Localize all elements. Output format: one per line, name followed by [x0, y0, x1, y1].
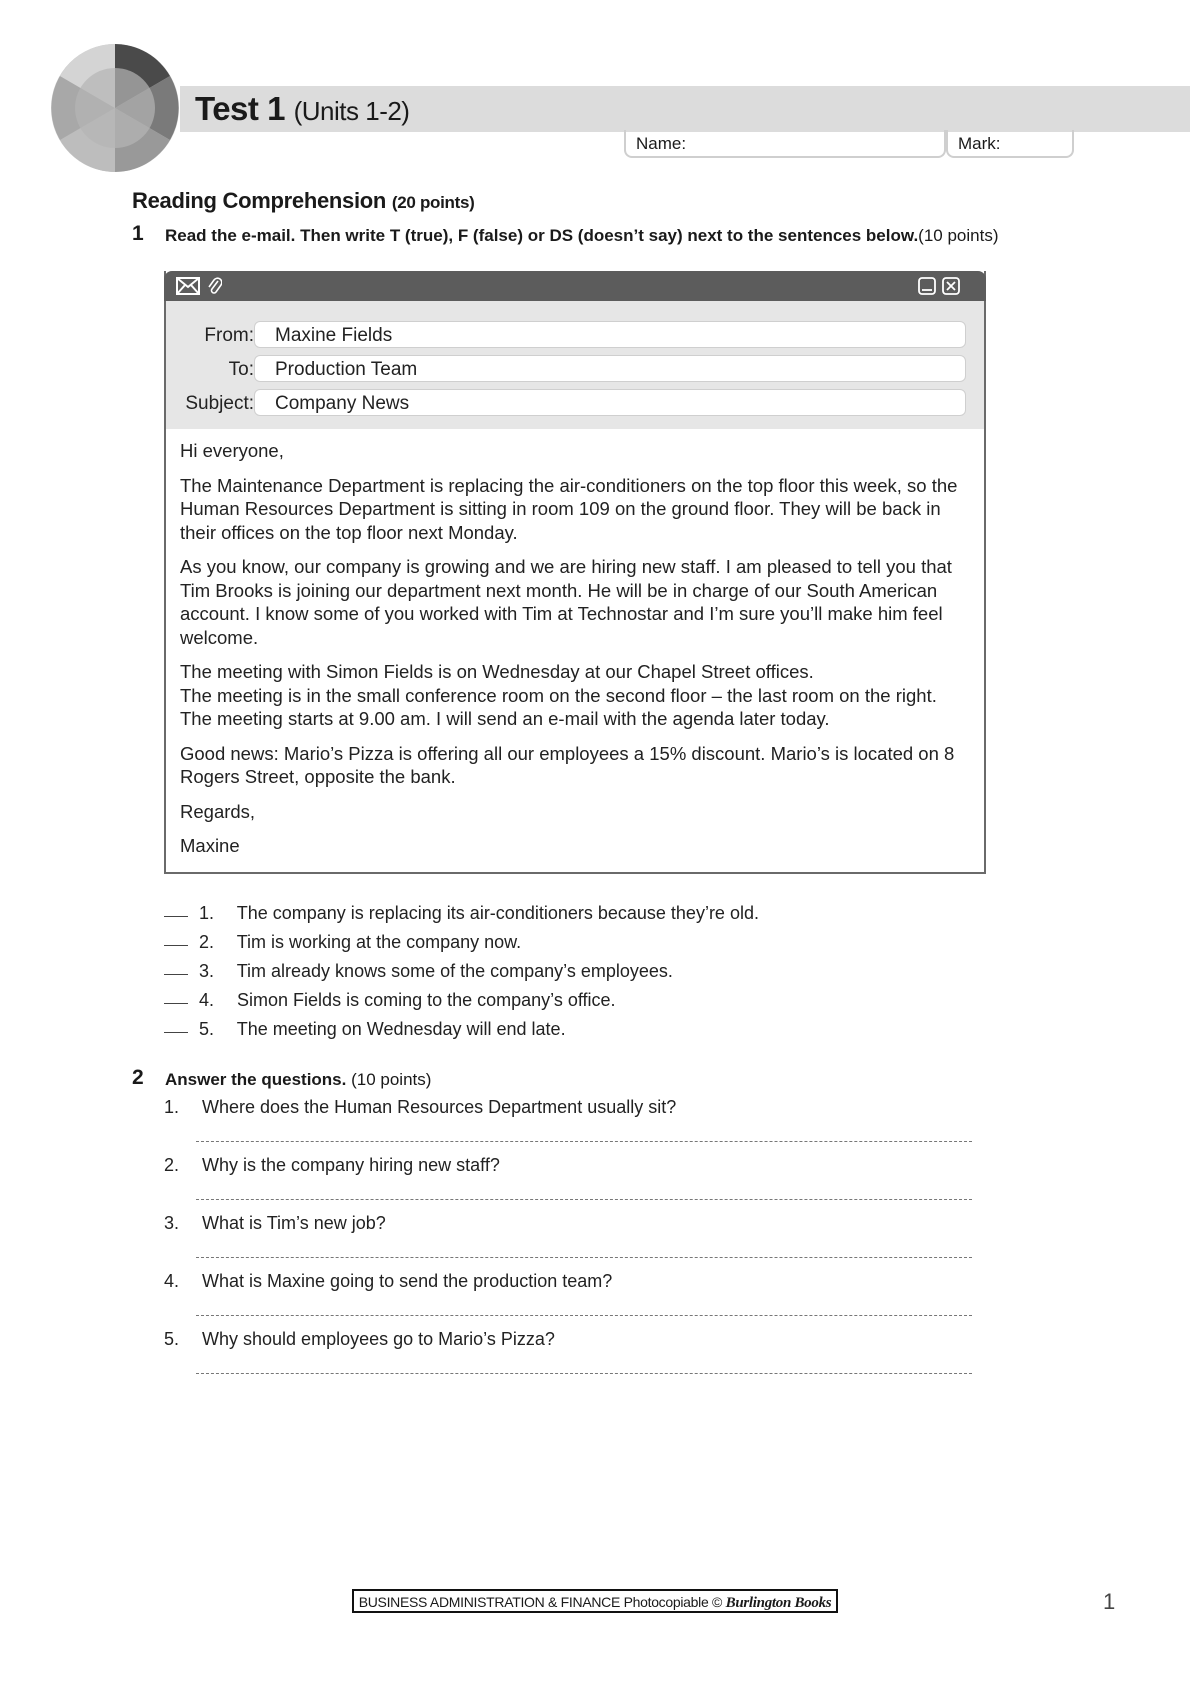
statement-item [164, 990, 616, 1011]
answer-blank[interactable] [164, 1003, 188, 1004]
email-paragraph: As you know, our company is growing and we are hiring new staff. I am pleased to tell you that Tim Brooks is joining our department next month. He will be in charge of our South American account. I know some of you worked with Tim at Technostar and I’m sure you’ll make him feel welcome. [180, 556, 952, 648]
from-field[interactable]: Maxine Fields [254, 321, 966, 348]
email-body [180, 439, 970, 869]
answer-line[interactable] [196, 1257, 972, 1258]
publisher-brand: Burlington Books [725, 1595, 832, 1611]
statement-number: 3. [199, 961, 215, 981]
answer-line[interactable] [196, 1315, 972, 1316]
section-points: (20 points) [391, 193, 475, 212]
close-icon[interactable] [942, 277, 960, 295]
exercise-1-instruction-text: Read the e-mail. Then write T (true), F (false) or DS (doesn’t say) next to the sentences below. [165, 226, 919, 245]
question-item [164, 1271, 612, 1292]
question-number: 2. [164, 1155, 180, 1175]
envelope-icon [176, 277, 200, 295]
statement-item [164, 932, 521, 953]
statement-number: 5. [199, 1019, 215, 1039]
statement-text: The meeting on Wednesday will end late. [236, 1019, 566, 1039]
statement-text: Tim already knows some of the company’s employees. [236, 961, 673, 981]
email-greeting: Hi everyone, [180, 440, 284, 461]
test-units: (Units 1-2) [293, 96, 410, 126]
minimize-icon[interactable] [918, 277, 936, 295]
question-number: 3. [164, 1213, 180, 1233]
page-number: 1 [1103, 1589, 1116, 1614]
from-label: From: [204, 325, 254, 346]
footer-text: BUSINESS ADMINISTRATION & FINANCE Photocopiable © [358, 1594, 723, 1610]
question-number: 5. [164, 1329, 180, 1349]
question-text: What is Tim’s new job? [202, 1213, 386, 1233]
test-title: Test 1 [195, 90, 285, 127]
question-text: Why is the company hiring new staff? [202, 1155, 500, 1175]
name-label: Name: [636, 134, 687, 153]
statement-number: 2. [199, 932, 215, 952]
statement-item [164, 961, 673, 982]
subject-label: Subject: [185, 393, 254, 414]
statement-number: 1. [199, 903, 215, 923]
statement-text: The company is replacing its air-conditioners because they’re old. [236, 903, 759, 923]
exercise-2-instruction-text: Answer the questions. [165, 1070, 347, 1089]
email-paragraph: The meeting with Simon Fields is on Wednesday at our Chapel Street offices. [180, 661, 814, 682]
statement-item [164, 1019, 566, 1040]
email-closing: Regards, [180, 800, 256, 822]
name-field[interactable] [624, 130, 946, 158]
answer-blank[interactable] [164, 1032, 188, 1033]
email-titlebar [164, 271, 986, 301]
section-heading [132, 188, 475, 214]
email-header [166, 301, 984, 429]
mark-field[interactable] [946, 130, 1074, 158]
footer-credit [352, 1589, 838, 1613]
question-text: What is Maxine going to send the production team? [202, 1271, 613, 1291]
answer-line[interactable] [196, 1199, 972, 1200]
exercise-2-number: 2 [132, 1066, 144, 1089]
mark-label: Mark: [958, 134, 1001, 153]
statement-text: Tim is working at the company now. [236, 932, 522, 952]
to-field[interactable]: Production Team [254, 355, 966, 382]
email-paragraph: The meeting is in the small conference room on the second floor – the last room on the right. The meeting starts at 9.00 am. I will send an e-mail with the agenda later today. [180, 684, 937, 729]
exercise-1-instruction [165, 226, 999, 246]
question-text: Where does the Human Resources Department usually sit? [202, 1097, 677, 1117]
answer-blank[interactable] [164, 916, 188, 917]
paperclip-icon[interactable] [208, 277, 222, 295]
email-paragraph: The Maintenance Department is replacing the air-conditioners on the top floor this week, so the Human Resources Department is sitting in room 109 on the ground floor. They will be back in their offices on the top floor next Monday. [180, 474, 958, 543]
statement-item [164, 903, 759, 924]
email-window [164, 271, 986, 874]
exercise-1-points: (10 points) [918, 226, 999, 245]
exercise-1-number: 1 [132, 222, 144, 245]
section-title: Reading Comprehension [132, 188, 387, 213]
answer-line[interactable] [196, 1141, 972, 1142]
answer-line[interactable] [196, 1373, 972, 1374]
statement-text: Simon Fields is coming to the company’s office. [237, 990, 616, 1010]
subject-field[interactable]: Company News [254, 389, 966, 416]
question-item [164, 1155, 500, 1176]
question-item [164, 1097, 676, 1118]
question-item [164, 1213, 386, 1234]
question-text: Why should employees go to Mario’s Pizza? [202, 1329, 555, 1349]
email-paragraph: Good news: Mario’s Pizza is offering all our employees a 15% discount. Mario’s is located on 8 Rogers Street, opposite the bank. [180, 742, 955, 787]
answer-blank[interactable] [164, 974, 188, 975]
question-number: 1. [164, 1097, 180, 1117]
logo-disc [50, 43, 180, 173]
email-signature: Maxine [180, 835, 240, 856]
statement-number: 4. [199, 990, 215, 1010]
question-number: 4. [164, 1271, 180, 1291]
question-item [164, 1329, 555, 1350]
answer-blank[interactable] [164, 945, 188, 946]
exercise-2-points: (10 points) [351, 1070, 432, 1089]
to-label: To: [228, 359, 254, 380]
page-title [195, 90, 409, 128]
exercise-2-instruction [165, 1070, 431, 1090]
